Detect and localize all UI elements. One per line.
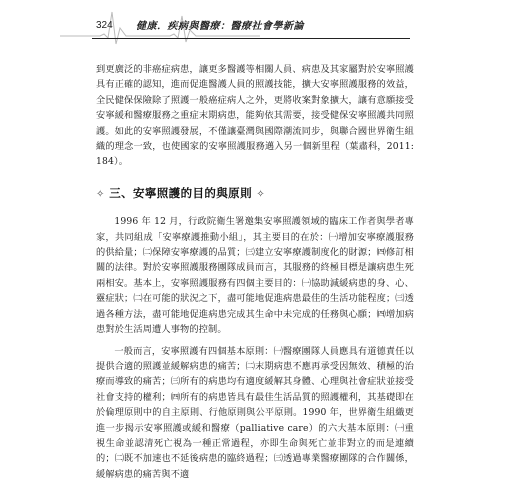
paragraph: 一般而言，安寧照護有四個基本原則：㈠醫療團隊人員應具有道德責任以提供合適的照護並緩解病患的痛苦；㈡末期病患不應再承受因無效、積極的治療而導致的痛苦；㈢所有的病患均有適度緩解其身體、心理與社會症狀並接受社會支持的權利；㈣所有的病患皆具有最佳生活品質的照護權利，其基礎即在於倫理原則中的自主原則、行他原則與公平原則。1990 年，世界衛生組織更進一步揭示安寧照護或緩和醫療（palliative care）的六大基本原則：㈠重視生命並認清死亡視為一種正常過程，亦即生命與死亡並非對立的而是連續的；㈡既不加速也不延後病患的臨終過程；㈢透過專業醫療團隊的合作關係，緩解病患的痛苦與不適 xyxy=(96,345,414,480)
diamond-icon: ✧ xyxy=(96,188,105,200)
paragraph: 1996 年 12 月，行政院衛生署邀集安寧照護領域的臨床工作者與學者專家，共同組成「安寧療護推動小組」，其主要目的在於：㈠增加安寧療護服務的供給量；㈡保障安寧療護的品質；㈢建立安寧療護制度化的財源；㈣修訂相關的法律。對於安寧照護服務團隊成員而言，其服務的終極目標是讓病患生死兩相安。基本上，安寧照護服務有四個主要目的：㈠協助減緩病患的身、心、靈症狀；㈡在可能的狀況之下，盡可能地促進病患最佳的生活功能程度；㈢透過各種方法，盡可能地促進病患完成其生命中未完成的任務與心願；㈣增加病患對於生活周遭人事物的控制。 xyxy=(96,216,414,336)
header-rule xyxy=(92,38,410,39)
page-body xyxy=(96,62,414,482)
running-title: 健康．疾病與醫療：醫療社會學新論 xyxy=(136,21,304,32)
page-number: 324 xyxy=(96,20,113,31)
section-heading xyxy=(96,186,414,202)
paragraph: 到更廣泛的非癌症病患，讓更多醫護等相關人員、病患及其家屬對於安寧照護具有正確的認知，進而促進醫護人員的照護技能，擴大安寧照護服務的效益，全民健保保險除了照護一般癌症病人之外，更將收案對象擴大，讓有意願接受安寧緩和醫療服務之重症末期病患，能夠依其需要，接受健保安寧照護共同照護。如此的安寧照護發展，不僅讓臺灣與國際潮流同步，與聯合國世界衛生組織的理念一致，也使國家的安寧照護服務邁入另一個新里程（葉肅科，2011: 184）。 xyxy=(96,64,414,168)
diamond-icon: ✧ xyxy=(256,188,266,200)
page-header xyxy=(0,0,520,48)
section-heading-text: 三、安寧照護的目的與原則 xyxy=(109,185,252,200)
